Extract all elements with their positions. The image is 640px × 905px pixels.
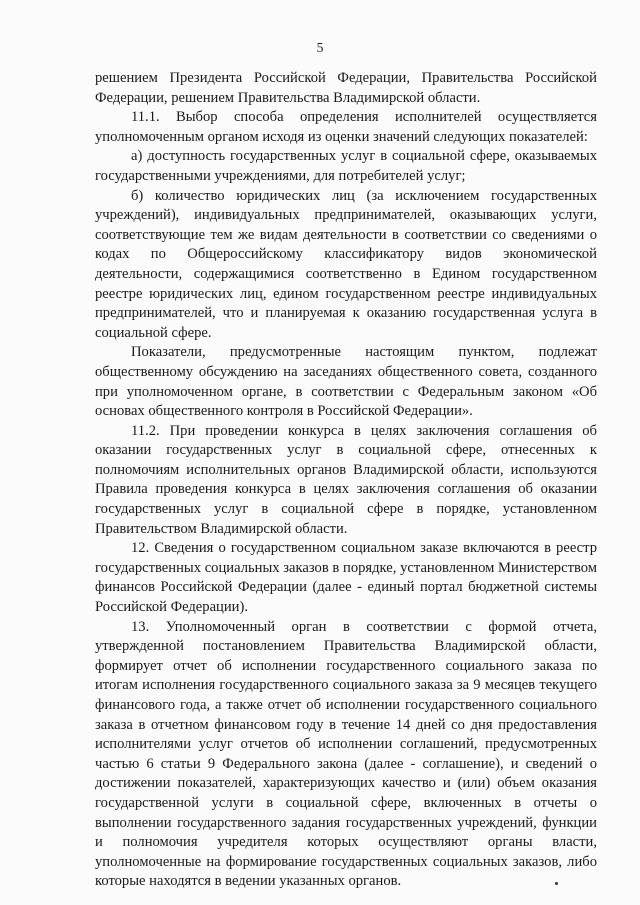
- paragraph-13: 13. Уполномоченный орган в соответствии с формой отчета, утвержденной постановлением Правительства Владимирской области, формирует отчет об исполнении государственного социального заказа по итогам исполнения государственного социального заказа за 9 месяцев текущего финансового года, а также отчет об исполнении государственного социального заказа в отчетном финансовом году в течение 14 дней со дня предоставления исполнителями услуг отчетов об исполнении соглашений, предусмотренных частью 6 статьи 9 Федерального закона (далее - соглашение), и сведений о достижении показателей, характеризующих качество и (или) объем оказания государственной услуги в социальной сфере, включенных в отчеты о выполнении государственного задания государственных учреждений, функции и полномочия учредителя которых осуществляют органы власти, уполномоченные на формирование государственных социальных заказов, либо которые находятся в ведении указанных органов.: [95, 618, 597, 890]
- paragraph-12: 12. Сведения о государственном социальном заказе включаются в реестр государственных социальных заказов в порядке, установленном Министерством финансов Российской Федерации (далее - единый портал бюджетной системы Российской Федерации).: [95, 540, 597, 616]
- document-body: [95, 69, 597, 892]
- page-number: 5: [316, 40, 324, 55]
- paragraph-continuation: решением Президента Российской Федерации, Правительства Российской Федерации, решением Правительства Владимирской области.: [95, 70, 597, 106]
- paragraph-item-a: а) доступность государственных услуг в социальной сфере, оказываемых государственными учреждениями, для потребителей услуг;: [95, 148, 597, 184]
- paragraph-11-1: 11.1. Выбор способа определения исполнителей осуществляется уполномоченным органом исходя из оценки значений следующих показателей:: [95, 109, 597, 145]
- scan-speck: [555, 882, 558, 885]
- paragraph-indicators: Показатели, предусмотренные настоящим пунктом, подлежат общественному обсуждению на заседаниях общественного совета, созданного при уполномоченном органе, в соответствии с Федеральным законом «Об основах общественного контроля в Российской Федерации».: [95, 344, 597, 420]
- paragraph-11-2: 11.2. При проведении конкурса в целях заключения соглашения об оказании государственных услуг в социальной сфере, отнесенных к полномочиям исполнительных органов Владимирской области, используются Правила проведения конкурса в целях заключения соглашения об оказании государственных услуг в социальной сфере в порядке, установленном Правительством Владимирской области.: [95, 422, 597, 537]
- paragraph-item-b: б) количество юридических лиц (за исключением государственных учреждений), индивидуальных предпринимателей, оказывающих услуги, соответствующие тем же видам деятельности в соответствии со сведениями о кодах по Общероссийскому классификатору видов экономической деятельности, содержащимися соответственно в Едином государственном реестре юридических лиц, едином государственном реестре индивидуальных предпринимателей, что и планируемая к оказанию государственная услуга в социальной сфере.: [95, 187, 597, 341]
